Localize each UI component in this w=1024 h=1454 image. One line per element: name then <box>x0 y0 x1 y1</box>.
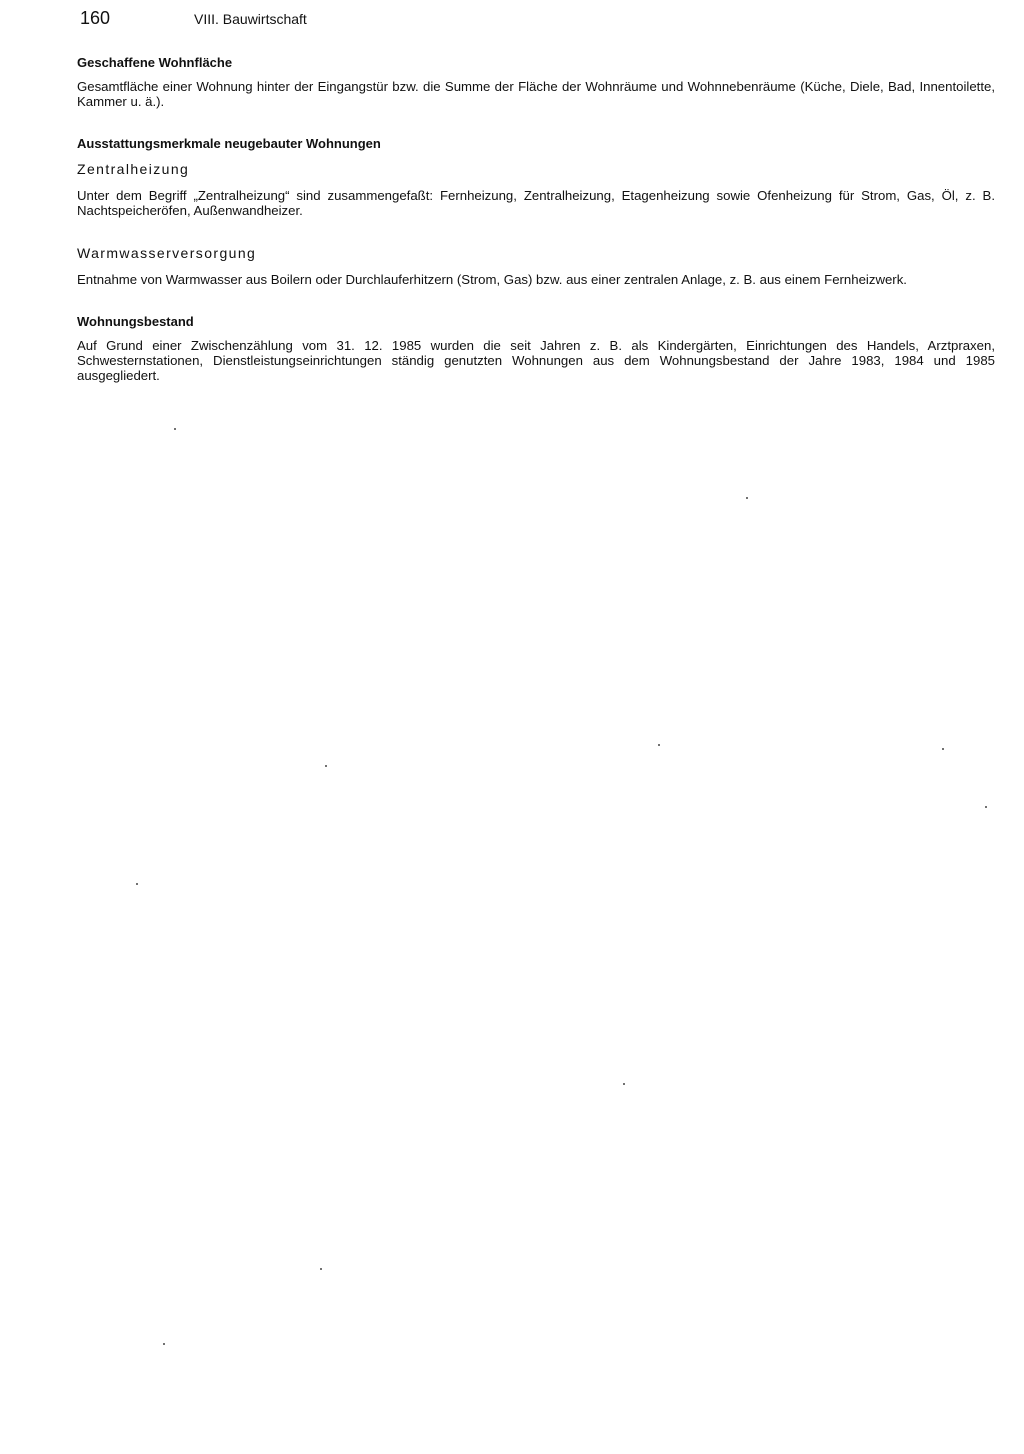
subsection-paragraph: Entnahme von Warmwasser aus Boilern oder Durchlauferhitzern (Strom, Gas) bzw. aus einer zentralen Anlage, z. B. aus einem Fernheizwerk. <box>77 272 907 287</box>
page-number: 160 <box>80 8 111 28</box>
section-heading: Wohnungsbestand <box>77 314 194 329</box>
subsection-paragraph: Unter dem Begriff „Zentralheizung“ sind zusammengefaßt: Fernheizung, Zentralheizung, Etagenheizung sowie Ofenheizung für Strom, Gas, Öl, z. B. Nachtspeicheröfen, Außenwandheizer. <box>77 188 995 218</box>
scan-speck <box>136 883 138 885</box>
scan-speck <box>623 1083 625 1085</box>
subsection-heading: Zentralheizung <box>77 161 190 177</box>
section-bestand <box>77 313 995 383</box>
section-paragraph: Gesamtfläche einer Wohnung hinter der Eingangstür bzw. die Summe der Fläche der Wohnräume und Wohnnebenräume (Küche, Diele, Bad, Innentoilette, Kammer u. ä.). <box>77 79 995 109</box>
scan-speck <box>174 428 176 430</box>
scan-speck <box>985 806 987 808</box>
section-heading: Ausstattungsmerkmale neugebauter Wohnungen <box>77 136 381 151</box>
section-paragraph: Auf Grund einer Zwischenzählung vom 31. 12. 1985 wurden die seit Jahren z. B. als Kindergärten, Einrichtungen des Handels, Arztpraxen, Schwesternstationen, Dienstleistungseinrichtungen ständig genutzten Wohnungen aus dem Wohnungsbestand der Jahre 1983, 1984 und 1985 ausgegliedert. <box>77 338 995 383</box>
scan-speck <box>658 744 660 746</box>
scan-speck <box>942 748 944 750</box>
scan-speck <box>325 765 327 767</box>
page-body <box>77 54 995 383</box>
chapter-title: VIII. Bauwirtschaft <box>194 11 307 27</box>
scan-speck <box>746 497 748 499</box>
subsection-heading: Warmwasserversorgung <box>77 245 257 261</box>
scan-speck <box>320 1268 322 1270</box>
scan-speck <box>163 1343 165 1345</box>
section-ausstattung <box>77 135 995 287</box>
section-heading: Geschaffene Wohnfläche <box>77 55 233 70</box>
section-wohnflaeche <box>77 54 995 109</box>
